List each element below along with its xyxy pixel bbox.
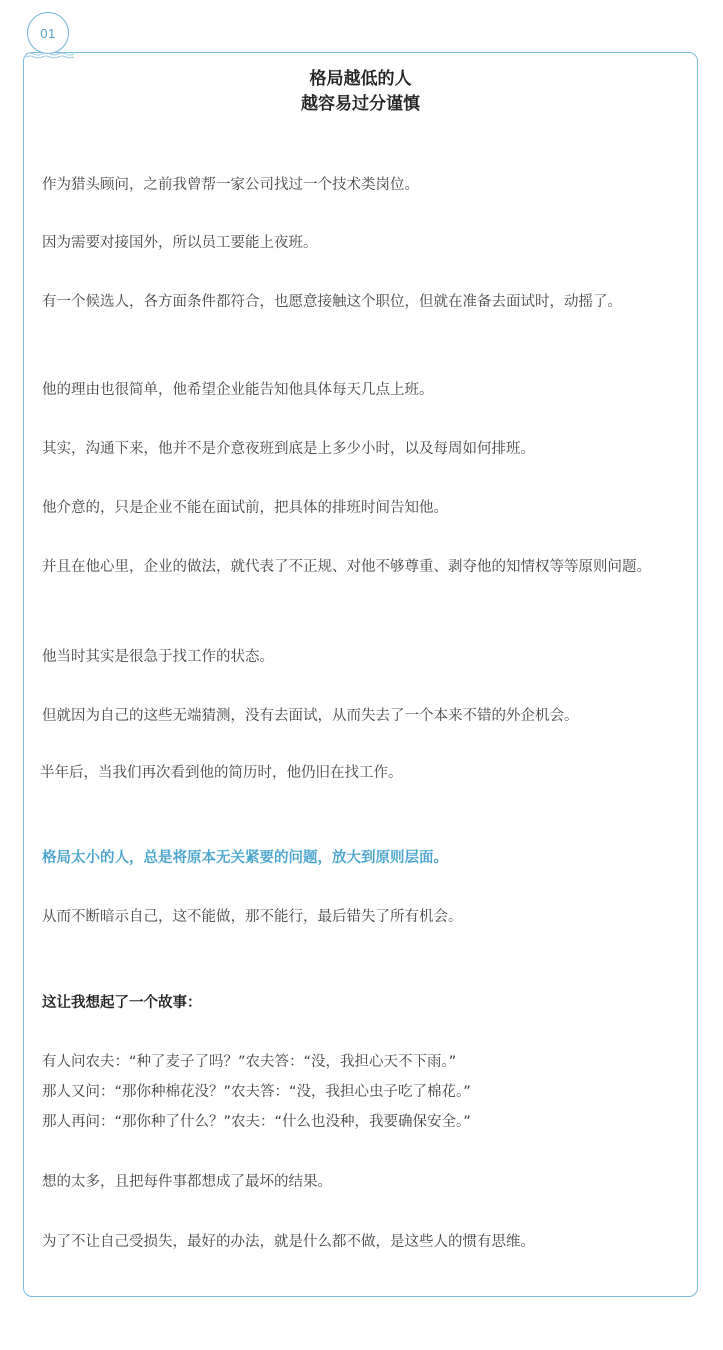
paragraph: 其实，沟通下来，他并不是介意夜班到底是上多少小时，以及每周如何排班。 [42,441,535,457]
paragraph: 但就因为自己的这些无端猜测，没有去面试，从而失去了一个本来不错的外企机会。 [42,708,579,724]
title-line-1: 格局越低的人 [309,69,412,89]
paragraph: 因为需要对接国外，所以员工要能上夜班。 [42,235,318,251]
paragraph: 从而不断暗示自己，这不能做，那不能行，最后错失了所有机会。 [42,909,463,925]
badge-wave-decoration [24,52,74,60]
paragraph: 想的太多，且把每件事都想成了最坏的结果。 [42,1174,332,1190]
paragraph: 作为猎头顾问，之前我曾帮一家公司找过一个技术类岗位。 [42,177,419,193]
paragraph: 半年后，当我们再次看到他的简历时，他仍旧在找工作。 [40,765,403,781]
title-line-2: 越容易过分谨慎 [301,94,420,114]
story-intro: 这让我想起了一个故事： [42,995,202,1011]
dialogue-line: 有人问农夫：“种了麦子了吗？”农夫答：“没，我担心天不下雨。” [42,1054,457,1070]
paragraph: 为了不让自己受损失，最好的办法，就是什么都不做，是这些人的惯有思维。 [42,1234,535,1250]
highlight-paragraph: 格局太小的人，总是将原本无关紧要的问题，放大到原则层面。 [42,850,448,866]
paragraph: 并且在他心里，企业的做法，就代表了不正规、对他不够尊重、剥夺他的知情权等等原则问题。 [42,559,651,575]
dialogue-line: 那人又问：“那你种棉花没？”农夫答：“没，我担心虫子吃了棉花。” [42,1084,471,1100]
section-number: 01 [40,25,56,41]
dialogue-line: 那人再问：“那你种了什么？”农夫：“什么也没种，我要确保安全。” [42,1114,471,1130]
paragraph: 他介意的，只是企业不能在面试前，把具体的排班时间告知他。 [42,500,448,516]
paragraph: 他的理由也很简单，他希望企业能告知他具体每天几点上班。 [42,382,434,398]
paragraph: 有一个候选人，各方面条件都符合，也愿意接触这个职位，但就在准备去面试时，动摇了。 [42,294,622,310]
section-number-badge [27,12,69,54]
article-card [23,52,698,1297]
paragraph: 他当时其实是很急于找工作的状态。 [42,649,274,665]
